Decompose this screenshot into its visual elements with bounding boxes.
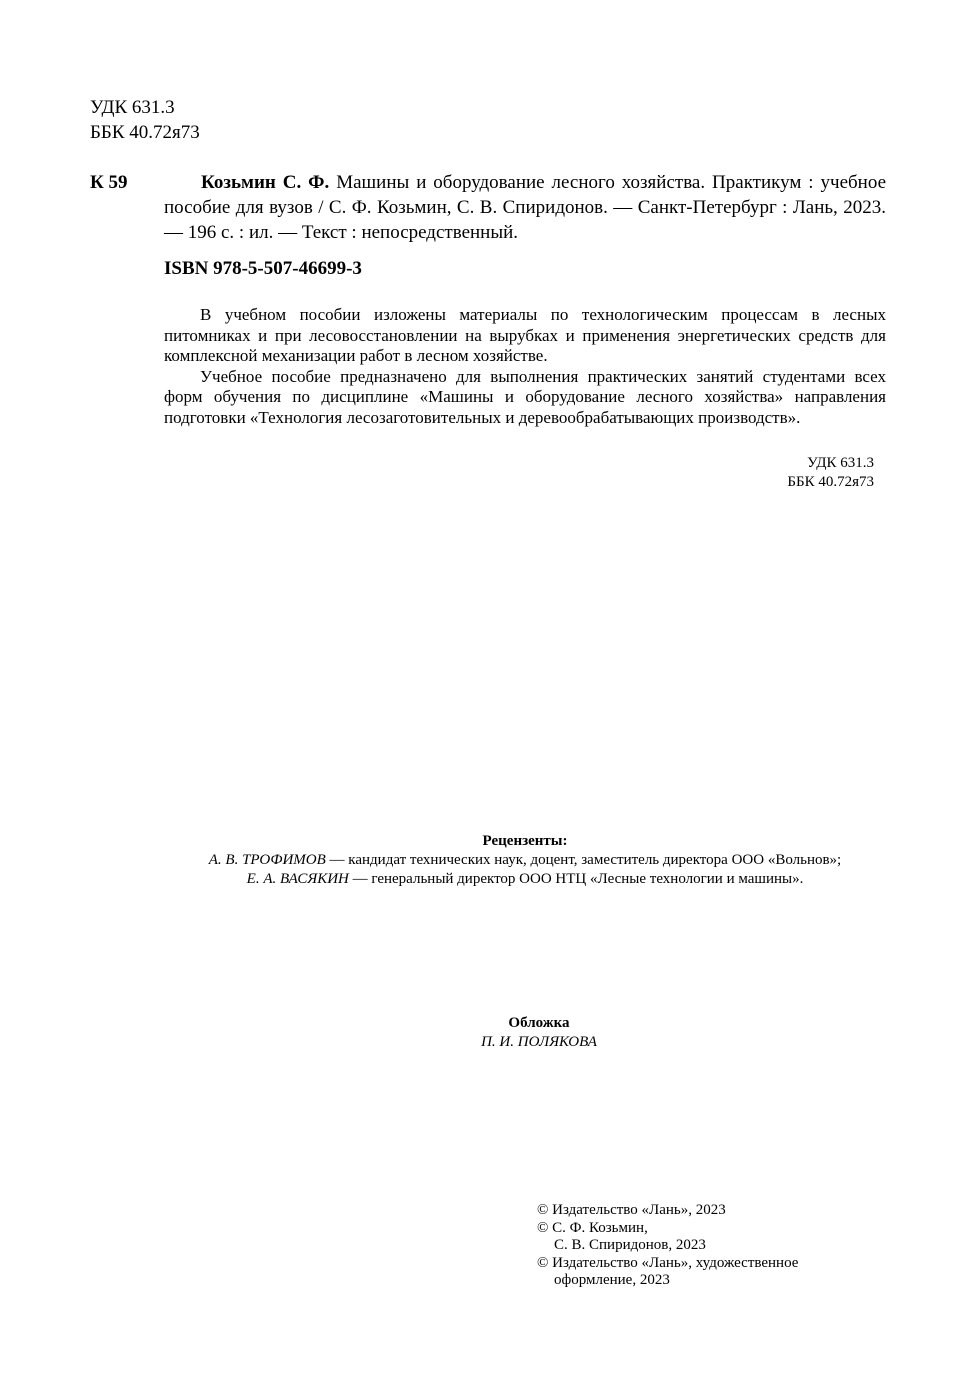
reviewer-line [90, 851, 960, 870]
classification-codes-top [90, 95, 200, 145]
bbk-code: ББК 40.72я73 [787, 474, 874, 490]
copyright-line: С. В. Спиридонов, 2023 [554, 1237, 706, 1253]
reviewer-description: — генеральный директор ООО НТЦ «Лесные технологии и машины». [348, 871, 804, 887]
catalog-author: Козьмин С. Ф. [201, 172, 330, 193]
classification-codes-bottom [700, 454, 874, 492]
catalog-key: К 59 [90, 172, 128, 193]
reviewer-line [90, 870, 960, 889]
bbk-code: ББК 40.72я73 [90, 122, 200, 143]
cover-designer: П. И. ПОЛЯКОВА [481, 1034, 597, 1050]
cover-credit [364, 1014, 714, 1052]
catalog-description: Машины и оборудование лесного хозяйства. Практикум : учебное пособие для вузов / С. Ф. Козьмин, С. В. Спиридонов. — Санкт-Петербург : Лань, 2023. — 196 с. : ил. — Текст : непосредственный. [164, 172, 887, 243]
copyright-line: © С. Ф. Козьмин, [537, 1219, 648, 1236]
reviewer-name: Е. А. ВАСЯКИН [246, 871, 349, 887]
annotation-paragraph: В учебном пособии изложены материалы по технологическим процессам в лесных питомниках и при лесовосстановлении на вырубках и применения энергетических средств для комплексной механизации работ в лесном хозяйстве. [164, 305, 886, 365]
copyright [537, 1202, 867, 1290]
annotation-paragraph: Учебное пособие предназначено для выполнения практических занятий студентами всех форм обучения по дисциплине «Машины и оборудование лесного хозяйства» направления подготовки «Технология лесозаготовительных и деревообрабатывающих производств». [164, 366, 886, 427]
reviewers-heading: Рецензенты: [482, 833, 568, 849]
annotation [164, 305, 886, 428]
udk-code: УДК 631.3 [807, 455, 874, 471]
cover-heading: Обложка [508, 1015, 570, 1031]
copyright-line: оформление, 2023 [554, 1272, 670, 1288]
reviewer-name: А. В. ТРОФИМОВ [208, 852, 326, 868]
catalog-entry [164, 170, 886, 245]
isbn: ISBN 978-5-507-46699-3 [164, 258, 362, 279]
copyright-line: © Издательство «Лань», 2023 [537, 1202, 726, 1218]
reviewer-description: — кандидат технических наук, доцент, заместитель директора ООО «Вольнов»; [325, 852, 842, 868]
copyright-line: © Издательство «Лань», художественное [537, 1254, 799, 1271]
udk-code: УДК 631.3 [90, 97, 175, 118]
reviewers [90, 832, 960, 889]
